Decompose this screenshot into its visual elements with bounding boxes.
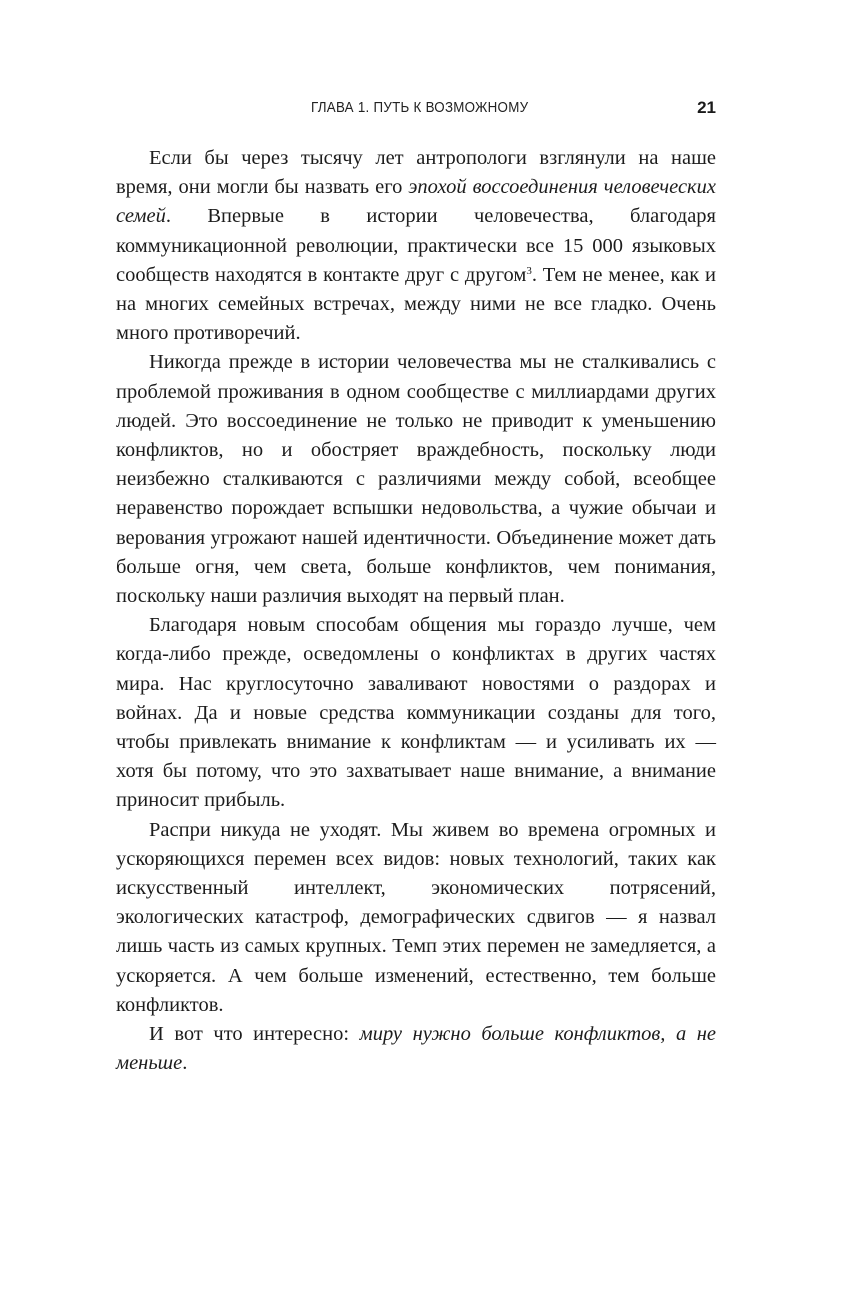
paragraph-5 xyxy=(116,1020,716,1078)
running-head: ГЛАВА 1. ПУТЬ К ВОЗМОЖНОМУ xyxy=(311,100,529,116)
paragraph-1-end: . Тем не менее, как и на многих семейных встречах, между ними не все гладко. Очень много противоречий. xyxy=(116,263,716,345)
paragraph-3: Благодаря новым способам общения мы гораздо лучше, чем когда-либо прежде, осведомлены о конфликтах в других частях мира. Нас круглосуточно заваливают новостями о раздорах и войнах. Да и новые средства коммуникации созданы для того, чтобы привлекать внимание к конфликтам — и усиливать их — хотя бы потому, что это захватывает наше внимание, а внимание приносит прибыль. xyxy=(116,614,716,812)
paragraph-5-end: . xyxy=(182,1052,188,1075)
paragraph-4: Распри никуда не уходят. Мы живем во времена огромных и ускоряющихся перемен всех видов: новых технологий, таких как искусственный интеллект, экономических потрясений, экологических катастроф, демографических сдвигов — я назвал лишь часть из самых крупных. Темп этих перемен не замедляется, а ускоряется. А чем больше изменений, естественно, тем больше конфликтов. xyxy=(116,818,716,1016)
paragraph-1-emphasis: эпохой воссоединения человеческих семей xyxy=(116,176,716,228)
paragraph-5-emphasis: миру нужно больше конфликтов, а не меньше xyxy=(116,1023,717,1075)
paragraph-5-start: И вот что интересно: xyxy=(149,1023,360,1046)
paragraph-1 xyxy=(116,144,716,348)
page-number: 21 xyxy=(697,98,716,117)
paragraph-2: Никогда прежде в истории человечества мы не сталкивались с проблемой проживания в одном сообществе с миллиардами других людей. Это воссоединение не только не приводит к уменьшению конфликтов, но и обостряет враждебность, поскольку люди неизбежно сталкиваются с различиями между собой, всеобщее неравенство порождает вспышки недовольства, а чужие обычаи и верования угрожают нашей идентичности. Объединение может дать больше огня, чем света, больше конфликтов, чем понимания, поскольку наши различия выходят на первый план. xyxy=(116,351,716,608)
footnote-marker: 3 xyxy=(526,264,532,277)
body-text xyxy=(116,144,716,1079)
paragraph-1-start: Если бы через тысячу лет антропологи взглянули на наше время, они могли бы назвать его xyxy=(116,147,716,199)
paragraph-1-middle: . Впервые в истории человечества, благодаря коммуникационной революции, практически все 15 000 языковых сообществ находятся в контакте друг с другом xyxy=(116,205,716,286)
